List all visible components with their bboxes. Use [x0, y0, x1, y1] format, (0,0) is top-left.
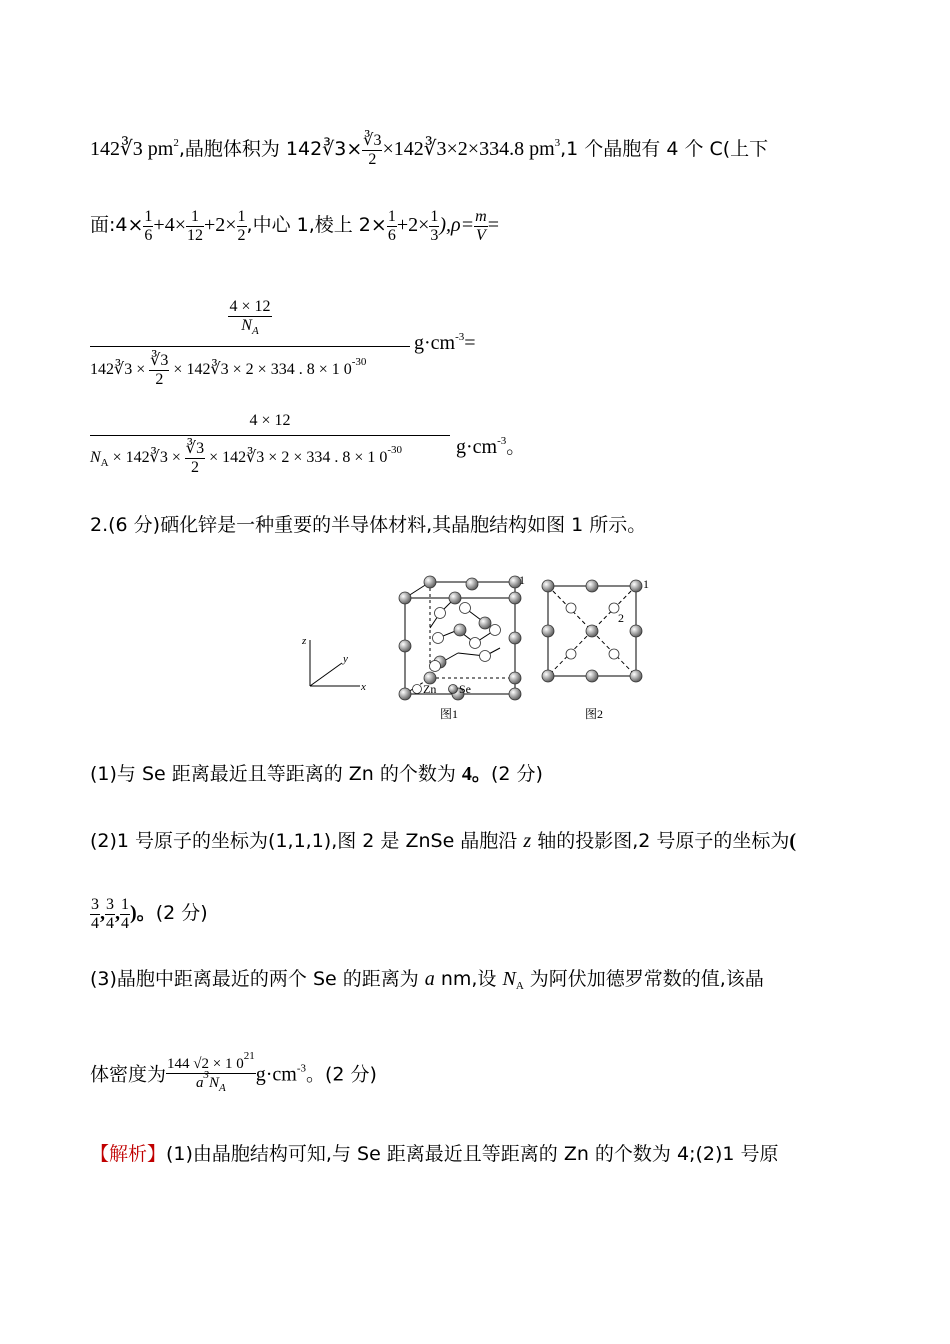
formula-numerator: 4 × 12 [249, 412, 291, 429]
text: = [464, 332, 476, 354]
fraction-numerator: ∛3 [150, 352, 169, 369]
fraction-denominator: 2 [368, 151, 377, 168]
axes [310, 640, 360, 686]
unit-cell-cube [405, 582, 518, 694]
question-title: 2.(6 分)硒化锌是一种重要的半导体材料,其晶胞结构如图 1 所示。 [90, 514, 647, 536]
fraction-denominator: 2 [155, 371, 164, 388]
text: 体密度为 [90, 1063, 167, 1086]
axis-z-label: z [302, 635, 307, 647]
legend-zn-marker [413, 685, 422, 694]
legend-se-marker [449, 685, 458, 694]
text: +2× [203, 214, 237, 237]
subscript: A [219, 1082, 226, 1094]
fraction-denominator: V [476, 227, 486, 244]
superscript: -30 [387, 444, 403, 457]
text: 。 [506, 436, 526, 458]
text: ,1 个晶胞有 4 个 C(上下 [560, 138, 769, 161]
fraction [228, 298, 271, 340]
fraction [149, 352, 169, 389]
text: (3)晶胞中距离最近的两个 Se 的距离为 [90, 968, 425, 990]
fraction-denominator [166, 1069, 256, 1097]
density-formula-1 [90, 298, 410, 342]
variable: a [195, 1075, 204, 1091]
formula-unit [414, 332, 476, 355]
fraction-numerator [166, 1050, 256, 1074]
formula-denominator [90, 438, 460, 477]
fraction-denominator [228, 317, 271, 340]
subscript: A [515, 980, 524, 992]
density-formula-2 [90, 412, 450, 432]
fraction [237, 208, 247, 245]
fraction-denominator: 4 [106, 915, 114, 932]
fraction-numerator: ∛3 [363, 132, 382, 149]
score: (2 分) [490, 763, 543, 785]
score: (2 分) [325, 1063, 377, 1086]
question-part-3-answer [90, 1050, 377, 1097]
question-part-1 [90, 760, 543, 788]
text: × 142∛3 × 2 × 334 . 8 × 1 0 [173, 361, 352, 379]
text: (2)1 号原子的坐标为(1,1,1),图 2 是 ZnSe 晶胞沿 [90, 830, 524, 852]
fraction-denominator: 4 [121, 915, 129, 932]
text: 。 [471, 763, 491, 785]
fraction-numerator: 1 [387, 208, 396, 225]
analysis-text: (1)由晶胞结构可知,与 Se 距离最近且等距离的 Zn 的个数为 4;(2)1 号原 [166, 1143, 779, 1165]
fraction [474, 208, 488, 245]
superscript: -3 [455, 331, 465, 343]
fraction [387, 208, 397, 245]
superscript: -3 [296, 1062, 306, 1075]
text: 轴的投影图,2 号原子的坐标为 [531, 830, 790, 852]
legend-se-label: Se [459, 682, 471, 696]
answer: ) [130, 902, 137, 925]
answer: 4 [461, 763, 472, 785]
continuation-line-2 [90, 208, 499, 245]
fraction [185, 440, 205, 477]
subscript: A [251, 325, 259, 337]
fraction-numerator: ∛3 [185, 440, 205, 457]
text: 。 [136, 902, 156, 925]
fraction [362, 132, 382, 169]
variable: N [502, 968, 516, 990]
analysis-line [90, 1140, 779, 1168]
text: ×142∛3×2×334.8 pm [382, 138, 555, 161]
fraction [429, 208, 439, 245]
fraction-numerator: 1 [144, 208, 153, 225]
fraction-denominator: 12 [186, 227, 203, 244]
answer: ( [789, 830, 797, 852]
formula-denominator [90, 350, 420, 389]
fraction-numerator: 3 [91, 896, 99, 913]
variable: a [424, 968, 435, 990]
variable: N [208, 1075, 219, 1091]
variable: z [523, 830, 532, 852]
question-part-3 [90, 965, 764, 1000]
superscript: -30 [351, 356, 367, 369]
fraction-denominator: 6 [387, 227, 396, 244]
formula-numerator [90, 298, 410, 342]
text: +4× [153, 214, 186, 237]
text: 为阿伏加德罗常数的值,该晶 [523, 968, 764, 990]
text: ,晶胞体积为 142∛3× [178, 138, 363, 161]
text: × 142∛3 × 2 × 334 . 8 × 1 0 [209, 449, 388, 467]
denominator-row [90, 350, 420, 389]
text: = [487, 214, 499, 237]
symbol: N [90, 449, 101, 467]
fraction-numerator: 1 [121, 896, 129, 913]
fraction-denominator: 2 [190, 459, 199, 476]
fraction [143, 208, 153, 245]
formula-bar [90, 346, 410, 347]
fraction-numerator: 3 [106, 896, 114, 913]
text: 面:4× [90, 214, 144, 237]
subscript: A [100, 457, 109, 470]
crystal-figure [290, 568, 670, 728]
figure-2-caption: 图2 [585, 707, 604, 721]
fraction-numerator: 4 × 12 [229, 298, 271, 315]
text: 144 √2 × 1 0 [167, 1056, 244, 1072]
analysis-tag: 【解析】 [90, 1143, 167, 1165]
unit: g·cm [456, 436, 498, 458]
figure-1-caption: 图1 [440, 707, 459, 721]
text: 。 [305, 1063, 325, 1086]
density-fraction [166, 1050, 256, 1097]
fraction-numerator: 1 [237, 208, 246, 225]
superscript: -3 [497, 435, 507, 447]
score: (2 分) [155, 902, 208, 925]
projection-label-2: 2 [618, 611, 624, 625]
legend-zn-label: Zn [423, 682, 437, 696]
fraction-denominator: 6 [144, 227, 153, 244]
text: , [115, 902, 120, 925]
fraction [90, 896, 100, 933]
superscript: 21 [243, 1050, 255, 1062]
fraction-denominator: 3 [430, 227, 439, 244]
text: 142∛3 pm [90, 138, 174, 161]
superscript: 2 [173, 137, 179, 150]
projection-label-1: 1 [643, 577, 649, 591]
fraction-denominator: 2 [237, 227, 246, 244]
fraction-numerator: 1 [430, 208, 439, 225]
fraction [120, 896, 130, 933]
fraction [186, 208, 204, 245]
text: ,中心 1,棱上 2× [246, 214, 387, 237]
atom-label-1: 1 [519, 573, 525, 587]
denominator-row [90, 438, 460, 477]
symbol: N [241, 317, 252, 334]
axis-x-label: x [361, 681, 366, 693]
formula-bar [90, 435, 450, 436]
formula-unit [456, 432, 525, 459]
unit: g·cm [255, 1063, 297, 1086]
question-part-2 [90, 827, 796, 855]
superscript: 3 [554, 137, 561, 150]
fraction-numerator: 1 [186, 208, 204, 227]
text: +2× [396, 214, 430, 237]
text: ),ρ= [439, 214, 475, 237]
continuation-line-1 [90, 132, 768, 169]
text: (1)与 Se 距离最近且等距离的 Zn 的个数为 [90, 763, 462, 785]
text: nm,设 [434, 968, 503, 990]
fraction [105, 896, 115, 933]
superscript: 3 [203, 1069, 209, 1081]
fraction-denominator: 4 [91, 915, 99, 932]
fraction-numerator: m [475, 208, 487, 225]
text: × 142∛3 × [112, 449, 181, 467]
question-part-2-answer [90, 896, 208, 933]
axis-y-label: y [343, 653, 348, 665]
text: , [100, 902, 105, 925]
text: 142∛3 × [90, 361, 146, 379]
unit: g·cm [414, 332, 456, 354]
